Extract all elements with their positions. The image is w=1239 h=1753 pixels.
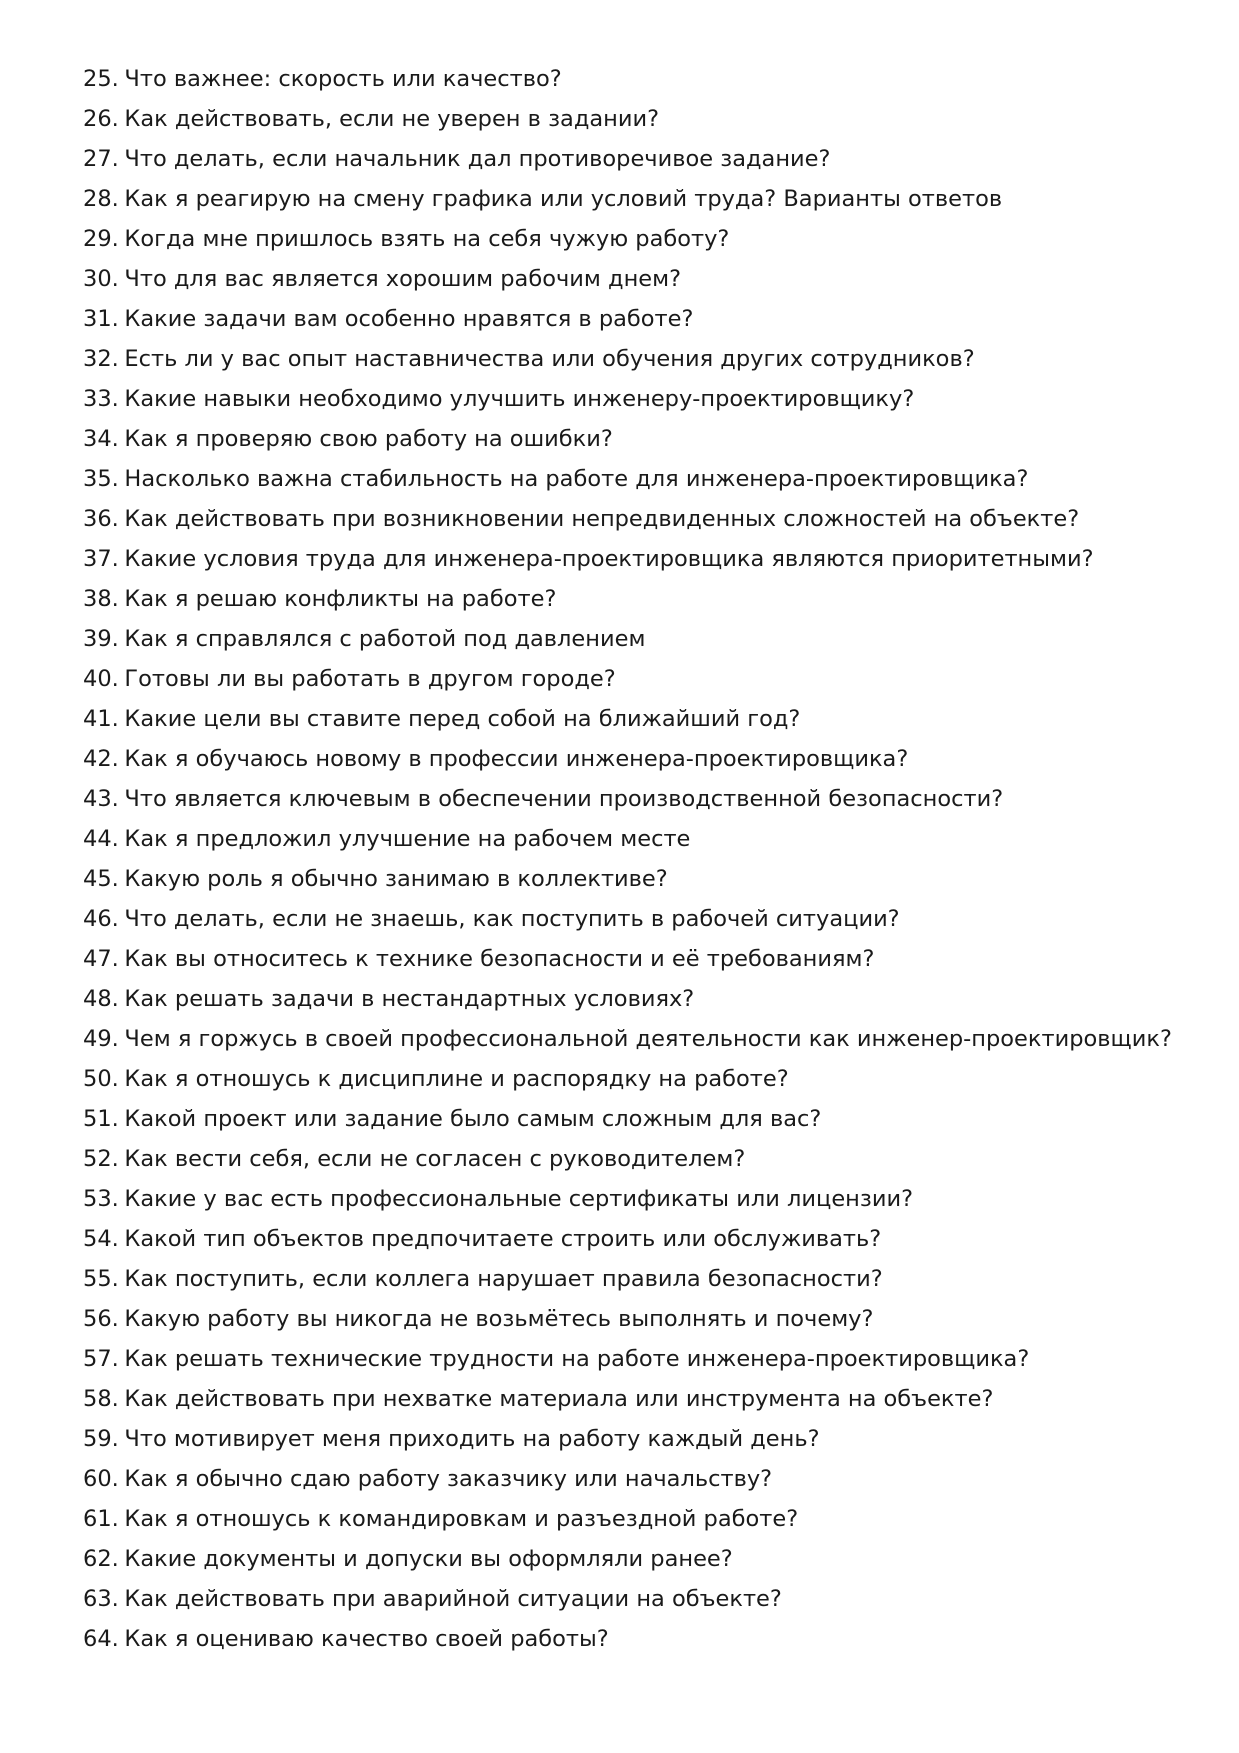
list-item xyxy=(83,339,1172,379)
question-text: Что является ключевым в обеспечении производственной безопасности? xyxy=(124,786,1004,812)
list-item xyxy=(83,419,1172,459)
question-text: Как поступить, если коллега нарушает правила безопасности? xyxy=(124,1266,883,1292)
list-item xyxy=(83,1019,1172,1059)
question-number: 48. xyxy=(83,986,119,1012)
list-item xyxy=(83,1419,1172,1459)
question-text: Как я отношусь к дисциплине и распорядку на работе? xyxy=(124,1066,789,1092)
question-text: Как решать задачи в нестандартных условиях? xyxy=(124,986,695,1012)
question-number: 43. xyxy=(83,786,119,812)
question-number: 49. xyxy=(83,1026,119,1052)
question-text: Какие цели вы ставите перед собой на ближайший год? xyxy=(124,706,801,732)
question-number: 55. xyxy=(83,1266,119,1292)
question-list xyxy=(83,59,1172,1659)
list-item xyxy=(83,899,1172,939)
question-number: 34. xyxy=(83,426,119,452)
question-text: Как я проверяю свою работу на ошибки? xyxy=(124,426,613,452)
question-text: Как я справлялся с работой под давлением xyxy=(124,626,646,652)
list-item xyxy=(83,1179,1172,1219)
question-text: Когда мне пришлось взять на себя чужую работу? xyxy=(124,226,730,252)
list-item xyxy=(83,619,1172,659)
list-item xyxy=(83,1459,1172,1499)
list-item xyxy=(83,139,1172,179)
question-text: Как действовать при нехватке материала или инструмента на объекте? xyxy=(124,1386,994,1412)
question-text: Что для вас является хорошим рабочим днем? xyxy=(124,266,682,292)
list-item xyxy=(83,1259,1172,1299)
list-item xyxy=(83,1499,1172,1539)
question-number: 26. xyxy=(83,106,119,132)
question-text: Как я предложил улучшение на рабочем месте xyxy=(124,826,691,852)
question-text: Как я реагирую на смену графика или условий труда? Варианты ответов xyxy=(124,186,1003,212)
question-number: 29. xyxy=(83,226,119,252)
list-item xyxy=(83,1379,1172,1419)
question-number: 54. xyxy=(83,1226,119,1252)
question-number: 63. xyxy=(83,1586,119,1612)
question-text: Какие условия труда для инженера-проектировщика являются приоритетными? xyxy=(124,546,1094,572)
list-item xyxy=(83,499,1172,539)
list-item xyxy=(83,1099,1172,1139)
question-text: Как действовать при аварийной ситуации на объекте? xyxy=(124,1586,782,1612)
question-text: Как я отношусь к командировкам и разъездной работе? xyxy=(124,1506,799,1532)
list-item xyxy=(83,939,1172,979)
list-item xyxy=(83,1579,1172,1619)
list-item xyxy=(83,259,1172,299)
list-item xyxy=(83,1619,1172,1659)
question-number: 56. xyxy=(83,1306,119,1332)
list-item xyxy=(83,739,1172,779)
question-number: 59. xyxy=(83,1426,119,1452)
question-number: 60. xyxy=(83,1466,119,1492)
list-item xyxy=(83,179,1172,219)
question-number: 47. xyxy=(83,946,119,972)
question-number: 46. xyxy=(83,906,119,932)
list-item xyxy=(83,539,1172,579)
question-text: Какие у вас есть профессиональные сертификаты или лицензии? xyxy=(124,1186,914,1212)
question-text: Что важнее: скорость или качество? xyxy=(124,66,562,92)
question-number: 41. xyxy=(83,706,119,732)
list-item xyxy=(83,1299,1172,1339)
list-item xyxy=(83,859,1172,899)
question-number: 42. xyxy=(83,746,119,772)
question-number: 40. xyxy=(83,666,119,692)
question-text: Какие навыки необходимо улучшить инженеру-проектировщику? xyxy=(124,386,915,412)
question-text: Как я обучаюсь новому в профессии инженера-проектировщика? xyxy=(124,746,909,772)
question-number: 64. xyxy=(83,1626,119,1652)
list-item xyxy=(83,219,1172,259)
list-item xyxy=(83,579,1172,619)
question-text: Что делать, если начальник дал противоречивое задание? xyxy=(124,146,831,172)
list-item xyxy=(83,1339,1172,1379)
question-text: Как я оцениваю качество своей работы? xyxy=(124,1626,609,1652)
question-text: Что делать, если не знаешь, как поступить в рабочей ситуации? xyxy=(124,906,900,932)
question-number: 27. xyxy=(83,146,119,172)
question-number: 30. xyxy=(83,266,119,292)
list-item xyxy=(83,1059,1172,1099)
question-number: 31. xyxy=(83,306,119,332)
question-text: Как я решаю конфликты на работе? xyxy=(124,586,557,612)
question-text: Какой тип объектов предпочитаете строить или обслуживать? xyxy=(124,1226,882,1252)
question-number: 33. xyxy=(83,386,119,412)
question-number: 53. xyxy=(83,1186,119,1212)
question-text: Как вести себя, если не согласен с руководителем? xyxy=(124,1146,746,1172)
question-number: 45. xyxy=(83,866,119,892)
question-number: 38. xyxy=(83,586,119,612)
question-number: 36. xyxy=(83,506,119,532)
question-text: Как я обычно сдаю работу заказчику или начальству? xyxy=(124,1466,773,1492)
question-text: Что мотивирует меня приходить на работу каждый день? xyxy=(124,1426,820,1452)
list-item xyxy=(83,699,1172,739)
question-number: 37. xyxy=(83,546,119,572)
question-number: 35. xyxy=(83,466,119,492)
question-number: 32. xyxy=(83,346,119,372)
question-number: 25. xyxy=(83,66,119,92)
question-text: Какую роль я обычно занимаю в коллективе? xyxy=(124,866,668,892)
list-item xyxy=(83,819,1172,859)
list-item xyxy=(83,659,1172,699)
question-number: 50. xyxy=(83,1066,119,1092)
list-item xyxy=(83,1139,1172,1179)
list-item xyxy=(83,1539,1172,1579)
list-item xyxy=(83,779,1172,819)
question-text: Какие документы и допуски вы оформляли ранее? xyxy=(124,1546,733,1572)
question-number: 28. xyxy=(83,186,119,212)
list-item xyxy=(83,59,1172,99)
question-number: 58. xyxy=(83,1386,119,1412)
question-number: 52. xyxy=(83,1146,119,1172)
question-text: Насколько важна стабильность на работе для инженера-проектировщика? xyxy=(124,466,1029,492)
list-item xyxy=(83,459,1172,499)
question-text: Готовы ли вы работать в другом городе? xyxy=(124,666,616,692)
question-text: Как действовать при возникновении непредвиденных сложностей на объекте? xyxy=(124,506,1080,532)
list-item xyxy=(83,99,1172,139)
question-text: Какую работу вы никогда не возьмётесь выполнять и почему? xyxy=(124,1306,874,1332)
question-text: Какие задачи вам особенно нравятся в работе? xyxy=(124,306,694,332)
question-number: 61. xyxy=(83,1506,119,1532)
question-text: Как решать технические трудности на работе инженера-проектировщика? xyxy=(124,1346,1030,1372)
list-item xyxy=(83,979,1172,1019)
question-number: 57. xyxy=(83,1346,119,1372)
list-item xyxy=(83,379,1172,419)
list-item xyxy=(83,1219,1172,1259)
question-number: 39. xyxy=(83,626,119,652)
question-text: Чем я горжусь в своей профессиональной деятельности как инженер-проектировщик? xyxy=(124,1026,1172,1052)
question-text: Как действовать, если не уверен в задании? xyxy=(124,106,660,132)
question-number: 44. xyxy=(83,826,119,852)
question-number: 62. xyxy=(83,1546,119,1572)
question-text: Есть ли у вас опыт наставничества или обучения других сотрудников? xyxy=(124,346,975,372)
question-text: Какой проект или задание было самым сложным для вас? xyxy=(124,1106,822,1132)
question-number: 51. xyxy=(83,1106,119,1132)
question-text: Как вы относитесь к технике безопасности и её требованиям? xyxy=(124,946,875,972)
list-item xyxy=(83,299,1172,339)
